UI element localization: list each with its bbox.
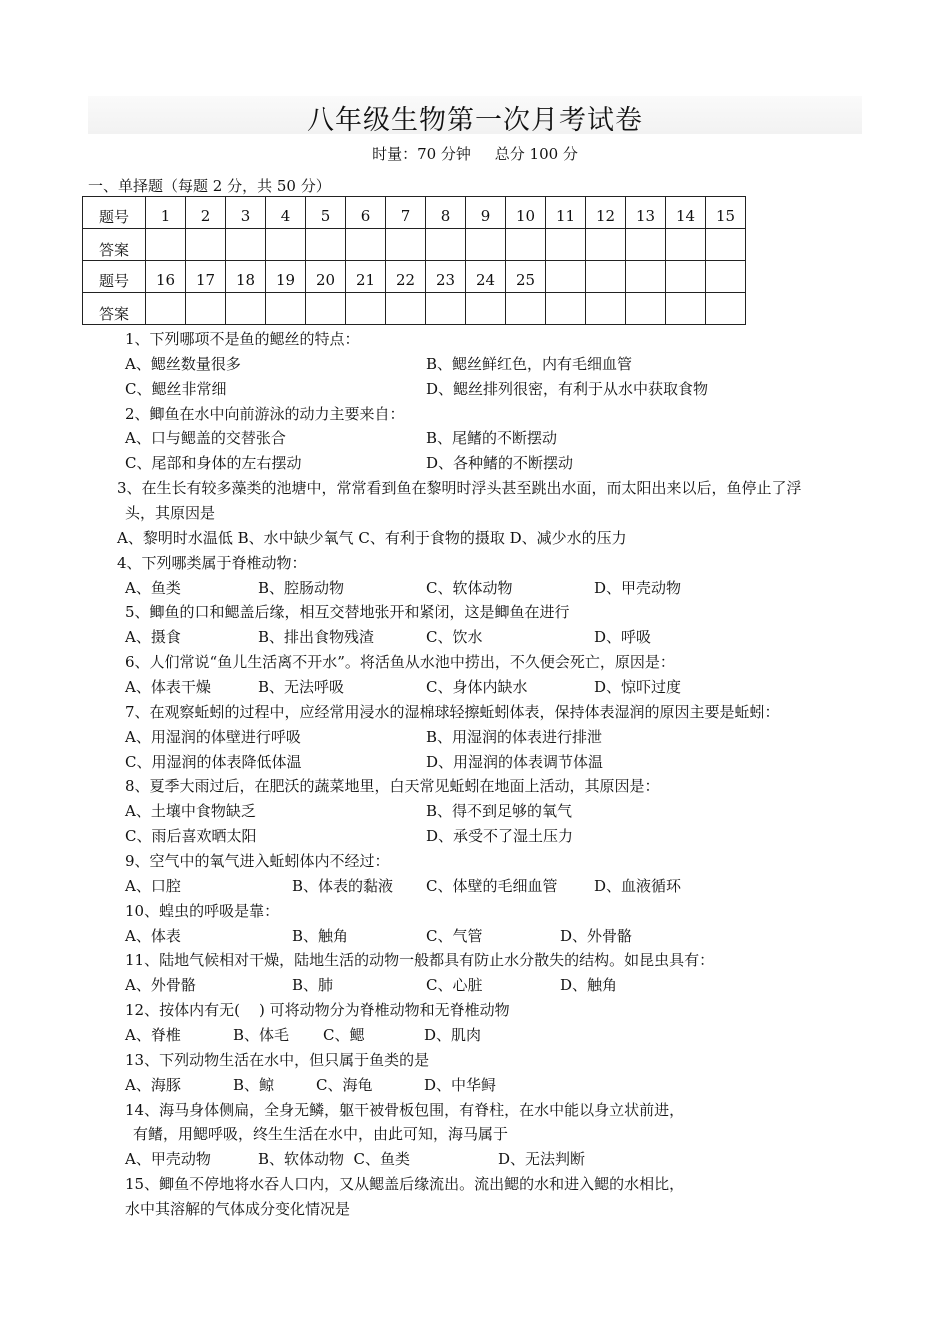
option: B、腔肠动物 [258, 579, 345, 597]
option: A、鳃丝数量很多 [125, 355, 241, 373]
option: B、无法呼吸 [258, 678, 345, 696]
answer-cell[interactable] [266, 229, 306, 261]
section-heading: 一、单择题（每题 2 分，共 50 分） [88, 177, 331, 195]
option: C、身体内缺水 [426, 678, 528, 696]
question-number-cell: 7 [386, 197, 426, 229]
option: C、尾部和身体的左右摆动 [125, 454, 302, 472]
question-number-cell: 13 [626, 197, 666, 229]
option: B、体表的黏液 [292, 877, 394, 895]
answer-cell[interactable] [306, 229, 346, 261]
option: B、鳃丝鲜红色，内有毛细血管 [426, 355, 633, 373]
question-number-row [83, 197, 746, 229]
question-number-cell: 15 [706, 197, 746, 229]
question-number-cell [626, 261, 666, 293]
answer-cell[interactable] [546, 293, 586, 325]
option: B、肺 [292, 976, 334, 994]
option: B、鲸 [233, 1076, 275, 1094]
answer-cell[interactable] [626, 293, 666, 325]
question-number-cell [706, 261, 746, 293]
option: A、土壤中食物缺乏 [125, 802, 256, 820]
question-stem: 4、下列哪类属于脊椎动物： [117, 554, 307, 572]
answer-cell[interactable] [426, 229, 466, 261]
option: C、软体动物 [426, 579, 513, 597]
question-number-cell: 21 [346, 261, 386, 293]
question-number-cell: 19 [266, 261, 306, 293]
answer-cell[interactable] [186, 293, 226, 325]
answer-cell[interactable] [186, 229, 226, 261]
option: D、承受不了湿土压力 [426, 827, 574, 845]
question-number-cell: 2 [186, 197, 226, 229]
option: A、口腔 [125, 877, 181, 895]
option: D、无法判断 [498, 1150, 586, 1168]
answer-cell[interactable] [506, 293, 546, 325]
option: A、脊椎 [125, 1026, 181, 1044]
question-number-cell [546, 261, 586, 293]
answer-cell[interactable] [626, 229, 666, 261]
question-stem: 10、蝗虫的呼吸是靠： [125, 902, 280, 920]
question-number-cell: 3 [226, 197, 266, 229]
answer-row [83, 293, 746, 325]
question-number-cell: 18 [226, 261, 266, 293]
option: D、甲壳动物 [594, 579, 682, 597]
question-number-cell: 17 [186, 261, 226, 293]
option: A、体表 [125, 927, 181, 945]
answer-cell[interactable] [586, 229, 626, 261]
option: D、惊吓过度 [594, 678, 682, 696]
option: D、肌肉 [424, 1026, 482, 1044]
question-number-cell: 25 [506, 261, 546, 293]
option: A、外骨骼 [125, 976, 196, 994]
option: C、气管 [426, 927, 483, 945]
answer-cell[interactable] [386, 293, 426, 325]
option: D、呼吸 [594, 628, 652, 646]
option: A、体表干燥 [125, 678, 211, 696]
option: A、用湿润的体壁进行呼吸 [125, 728, 301, 746]
option: C、海龟 [316, 1076, 373, 1094]
answer-cell[interactable] [666, 229, 706, 261]
answer-cell[interactable] [466, 229, 506, 261]
answer-cell[interactable] [506, 229, 546, 261]
question-number-cell [666, 261, 706, 293]
option: B、触角 [292, 927, 349, 945]
row-header-cell: 题号 [83, 261, 146, 293]
answer-cell[interactable] [226, 293, 266, 325]
question-number-cell: 23 [426, 261, 466, 293]
option: D、用湿润的体表调节体温 [426, 753, 604, 771]
question-stem: 2、鲫鱼在水中向前游泳的动力主要来自： [125, 405, 405, 423]
question-stem: 15、鲫鱼不停地将水吞人口内，又从鳃盖后缘流出。流出鳃的水和进入鳃的水相比， [125, 1175, 685, 1193]
row-header-cell: 题号 [83, 197, 146, 229]
option: A、口与鳃盖的交替张合 [125, 429, 286, 447]
answer-cell[interactable] [346, 229, 386, 261]
question-number-cell: 4 [266, 197, 306, 229]
answer-cell[interactable] [146, 229, 186, 261]
option: C、用湿润的体表降低体温 [125, 753, 302, 771]
answer-cell[interactable] [386, 229, 426, 261]
answer-cell[interactable] [466, 293, 506, 325]
row-header-cell: 答案 [83, 293, 146, 325]
answer-cell[interactable] [666, 293, 706, 325]
option: A、甲壳动物 [125, 1150, 211, 1168]
question-stem: 7、在观察蚯蚓的过程中，应经常用浸水的湿棉球轻擦蚯蚓体表，保持体表湿润的原因主要是蚯蚓： [125, 703, 780, 721]
option: C、雨后喜欢晒太阳 [125, 827, 257, 845]
answer-cell[interactable] [226, 229, 266, 261]
question-stem: 水中其溶解的气体成分变化情况是 [125, 1200, 351, 1218]
option: D、血液循环 [594, 877, 682, 895]
option: A、摄食 [125, 628, 181, 646]
question-number-cell: 9 [466, 197, 506, 229]
answer-grid [82, 196, 746, 325]
option: A、黎明时水温低 B、水中缺少氧气 C、有利于食物的摄取 D、减少水的压力 [117, 529, 627, 547]
option: C、心脏 [426, 976, 483, 994]
question-stem: 11、陆地气候相对干燥，陆地生活的动物一般都具有防止水分散失的结构。如昆虫具有： [125, 951, 715, 969]
question-number-cell: 20 [306, 261, 346, 293]
answer-cell[interactable] [266, 293, 306, 325]
answer-cell[interactable] [306, 293, 346, 325]
question-number-cell: 11 [546, 197, 586, 229]
option: C、体壁的毛细血管 [426, 877, 558, 895]
question-number-cell: 6 [346, 197, 386, 229]
question-number-cell: 16 [146, 261, 186, 293]
option: D、中华鲟 [424, 1076, 497, 1094]
option: D、鳃丝排列很密，有利于从水中获取食物 [426, 380, 709, 398]
question-number-cell: 1 [146, 197, 186, 229]
question-number-cell: 14 [666, 197, 706, 229]
option: A、海豚 [125, 1076, 181, 1094]
option: B、体毛 [233, 1026, 290, 1044]
answer-cell[interactable] [546, 229, 586, 261]
option: C、饮水 [426, 628, 483, 646]
option: D、各种鳍的不断摆动 [426, 454, 574, 472]
option: B、用湿润的体表进行排泄 [426, 728, 603, 746]
question-stem: 6、人们常说“鱼儿生活离不开水”。将活鱼从水池中捞出，不久便会死亡，原因是： [125, 653, 675, 671]
answer-cell[interactable] [346, 293, 386, 325]
option: B、尾鳍的不断摆动 [426, 429, 558, 447]
option: B、得不到足够的氧气 [426, 802, 573, 820]
answer-cell[interactable] [706, 229, 746, 261]
option: D、触角 [560, 976, 618, 994]
question-stem: 有鳍，用鳃呼吸，终生生活在水中，由此可知，海马属于 [133, 1125, 509, 1143]
answer-cell[interactable] [586, 293, 626, 325]
option: C、鳃丝非常细 [125, 380, 227, 398]
question-stem: 5、鲫鱼的口和鳃盖后缘，相互交替地张开和紧闭，这是鲫鱼在进行 [125, 603, 570, 621]
option: C、鳃 [323, 1026, 365, 1044]
question-number-cell: 10 [506, 197, 546, 229]
exam-info: 时量：70 分钟 总分 100 分 [372, 145, 578, 163]
question-stem: 头，其原因是 [125, 504, 216, 522]
question-stem: 1、下列哪项不是鱼的鳃丝的特点： [125, 330, 360, 348]
page-title: 八年级生物第一次月考试卷 [307, 105, 643, 136]
option: D、外骨骼 [560, 927, 633, 945]
question-stem: 3、在生长有较多藻类的池塘中，常常看到鱼在黎明时浮头甚至跳出水面，而太阳出来以后，鱼停止了浮 [117, 479, 802, 497]
option: B、软体动物 C、鱼类 [258, 1150, 411, 1168]
answer-cell[interactable] [146, 293, 186, 325]
question-number-row [83, 261, 746, 293]
question-number-cell [586, 261, 626, 293]
question-number-cell: 22 [386, 261, 426, 293]
question-number-cell: 5 [306, 197, 346, 229]
question-stem: 14、海马身体侧扁，全身无鳞，躯干被骨板包围，有脊柱，在水中能以身立状前进， [125, 1101, 685, 1119]
question-stem: 13、下列动物生活在水中，但只属于鱼类的是 [125, 1051, 430, 1069]
question-stem: 9、空气中的氧气进入蚯蚓体内不经过： [125, 852, 390, 870]
question-number-cell: 12 [586, 197, 626, 229]
question-number-cell: 8 [426, 197, 466, 229]
answer-cell[interactable] [706, 293, 746, 325]
answer-cell[interactable] [426, 293, 466, 325]
question-stem: 12、按体内有无( ) 可将动物分为脊椎动物和无脊椎动物 [125, 1001, 510, 1019]
option: B、排出食物残渣 [258, 628, 375, 646]
row-header-cell: 答案 [83, 229, 146, 261]
option: A、鱼类 [125, 579, 181, 597]
question-stem: 8、夏季大雨过后，在肥沃的蔬菜地里，白天常见蚯蚓在地面上活动，其原因是： [125, 777, 660, 795]
answer-row [83, 229, 746, 261]
question-number-cell: 24 [466, 261, 506, 293]
